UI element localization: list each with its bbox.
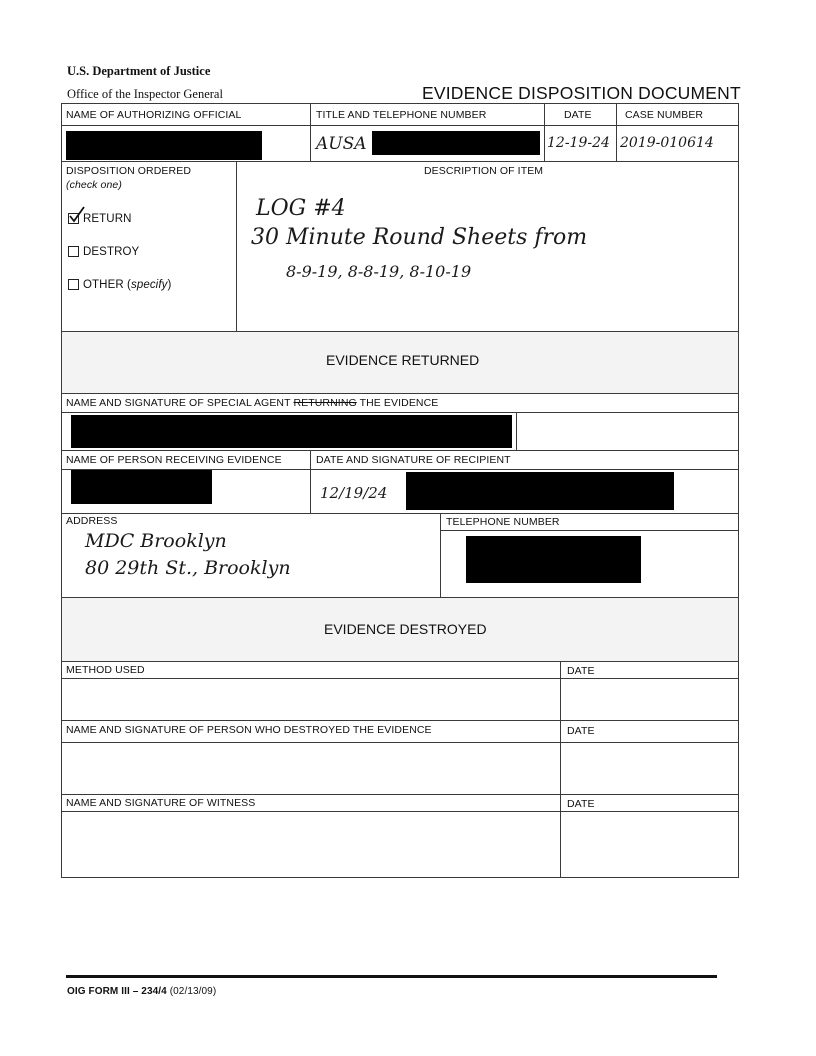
description-label: DESCRIPTION OF ITEM (424, 165, 544, 177)
address-label: ADDRESS (66, 515, 118, 527)
agent-returning-label: NAME AND SIGNATURE OF SPECIAL AGENT RETURNING THE EVIDENCE (66, 397, 439, 409)
check-one-label: (check one) (66, 179, 122, 191)
destroy-option[interactable] (68, 246, 139, 258)
recipient-date-value: 12/19/24 (320, 484, 388, 502)
struck-word: RETURNING (293, 397, 357, 409)
case-number-value: 2019-010614 (620, 135, 714, 151)
check-mark-icon (69, 206, 85, 224)
return-label: RETURN (83, 213, 132, 225)
destroyer-label: NAME AND SIGNATURE OF PERSON WHO DESTROYED THE EVIDENCE (66, 724, 432, 736)
destroyer-date-label: DATE (567, 725, 595, 737)
redacted-agent-name (71, 415, 512, 448)
agency-name: U.S. Department of Justice (67, 64, 211, 78)
witness-date-label: DATE (567, 798, 595, 810)
case-number-label: CASE NUMBER (625, 109, 704, 121)
description-line-2: 30 Minute Round Sheets from (251, 225, 588, 250)
date-label: DATE (564, 109, 592, 121)
redacted-receiving-person (71, 470, 212, 504)
return-option[interactable] (68, 213, 132, 225)
form-number: OIG FORM III – 234/4 (02/13/09) (67, 986, 217, 997)
redacted-recipient-signature (406, 472, 674, 510)
office-name: Office of the Inspector General (67, 87, 223, 101)
title-value: AUSA (316, 134, 367, 154)
specify-label: specify (130, 279, 168, 291)
redacted-telephone (372, 131, 540, 155)
witness-label: NAME AND SIGNATURE OF WITNESS (66, 797, 256, 809)
date-value: 12-19-24 (547, 135, 610, 151)
evidence-destroyed-title: EVIDENCE DESTROYED (324, 621, 487, 637)
method-used-label: METHOD USED (66, 664, 145, 676)
footer-rule (66, 975, 717, 978)
destroy-label: DESTROY (83, 246, 140, 258)
other-option[interactable]: OTHER (specify) (68, 279, 171, 291)
evidence-returned-title: EVIDENCE RETURNED (326, 352, 480, 368)
redacted-telephone-number (466, 536, 641, 583)
method-date-label: DATE (567, 665, 595, 677)
disposition-label: DISPOSITION ORDERED (66, 165, 191, 177)
recipient-date-label: DATE AND SIGNATURE OF RECIPIENT (316, 454, 511, 466)
return-checkbox[interactable] (68, 213, 79, 224)
description-line-1: LOG #4 (256, 196, 346, 221)
address-line-2: 80 29th St., Brooklyn (85, 557, 291, 579)
other-label: OTHER ( (83, 279, 131, 291)
description-line-3: 8-9-19, 8-8-19, 8-10-19 (286, 262, 472, 281)
document-title: EVIDENCE DISPOSITION DOCUMENT (422, 83, 741, 103)
address-line-1: MDC Brooklyn (85, 530, 227, 552)
title-phone-label: TITLE AND TELEPHONE NUMBER (316, 109, 487, 121)
telephone-label: TELEPHONE NUMBER (446, 516, 560, 528)
other-checkbox[interactable] (68, 279, 79, 290)
destroy-checkbox[interactable] (68, 246, 79, 257)
receiving-person-label: NAME OF PERSON RECEIVING EVIDENCE (66, 454, 282, 466)
authorizing-official-label: NAME OF AUTHORIZING OFFICIAL (66, 109, 242, 121)
redacted-authorizing-official (66, 131, 262, 160)
